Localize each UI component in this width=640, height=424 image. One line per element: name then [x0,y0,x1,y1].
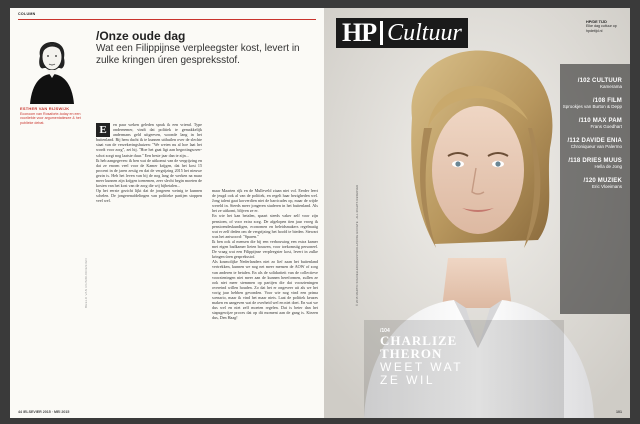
section-rule [18,19,316,20]
toc-item[interactable] [552,98,622,109]
vertical-credit: BEELD VAN RIJSWIJKDESIGN [84,258,88,308]
toc-heading: /112 DAVIDE ENIA [567,138,622,144]
author-box [20,30,82,125]
right-page [324,8,630,418]
author-bio: Econoom van Rosaforte-today en een voorliefde voor argumentatiesee & het publieke debat. [20,112,81,125]
toc-heading: /118 DRIES MUUS [568,158,622,164]
body-paragraph: Op het eerste gezicht lijkt dat de jongeren weinig te kunnen schelen. De jongerenafdelingen van politieke partijen stoppen veel wel. [96,188,202,204]
cover-story[interactable] [380,328,463,386]
toc-item[interactable] [552,118,622,129]
section-tag: COLUMN [18,12,36,16]
photo-credit: © 2015 MARTIN SCHOELLER/AUGUST/HOLLANDSE HOOGTE · ALL RIGHTS RESERVED [356,184,359,306]
toc-subtitle: Hella de Jong [594,164,622,169]
toc-item[interactable] [552,158,622,169]
toc-heading: /110 MAX PAM [578,118,622,124]
toc-item[interactable] [552,78,622,89]
body-paragraph: Ik ben ook al mensen die bij een verbouwing een extra kamer met eigen badkamer lieten bouwen, voor toekomstig personeel. De vraag wat een Filippijnse verpleegster kost, levert in zulke kringen úren gespreksstof. [212,238,318,260]
toc-subtitle: Frans Goedhart [590,124,622,129]
column-deck: Wat een Filippijnse verpleegster kost, levert in zulke kringen úren gespreksstof. [96,43,300,66]
masthead-hp: HP [342,18,377,47]
masthead-cultuur: Cultuur [387,19,462,46]
page-footer-right: 101 [616,410,622,414]
page-footer-left: 44 /ELSEVIER 2015 · MEI 2015 [18,410,70,414]
author-portrait [26,30,78,104]
toc-subtitle: Sprookjes van Burton & Depp [562,104,622,109]
body-paragraph: Als kosmolijke Nederlanders niet zo lief zaan het buitenland vertrekken, kunnen we nog net meer mensen de AOW of zorg van anderen te betalen. En als de solidariteit van de collectieve voorzieningen niet meer aan de kunnen hereformen, zullen ze ook niet meer stemmen op partijen die dat voorzieningen overeind willen houden. Zo dat het er ongeveer uit als we het vorig jaar hebben gevonden. Voor wie nog vind een prima scenario, maar ik vind het maar niets. Laat de politiek keuzes maken en aangeven wat de overheid wel en niet doet. En wat we dus wel en niet zelf moeten regelen. Dat is beter dan het stapsgewijze proces dat op dit moment aan de gang is. Kiezen dus, Den Haag! [212,259,318,321]
toc-heading: /108 FILM [592,98,622,104]
toc-subtitle: Eric Vloeimans [591,184,622,189]
body-paragraph: maar Maarten rijk en de Mulleveld ziaan niet vol. Eerder leert de jeugd ook al van de politiek, en regelt haar bezigheden wel. Jong talent gaat korverdien niet de barricades op, maar de wijde wereld in. Steeds meer jongeren studeren in het buitenland. Als het ze uitkomt, blijven ze er. [212,188,318,214]
site-note [586,20,622,33]
site-note-body: Elke dag cultuur op hpdetijd.nl [586,24,617,33]
cover-story-name-2: THERON [380,346,443,361]
body-paragraph: En wie het kan betalen, spaart steeds vaker zelf voor zijn pensioen, of voor extra zorg. De afgelopen tien jaar vroeg ik pensioendeskundigen, economen en beleidsmakers regelmatig wat er zelf deden om de vergrijzing het hoofd te bieden. Stewart was het antwoord: "Sparen." [212,213,318,239]
cover-portrait-photo [324,8,630,418]
cover-story-title-2: ZE WIL [380,373,436,387]
cover-story-title-1: WEET WAT [380,360,464,374]
toc-heading: /120 MUZIEK [583,178,622,184]
author-name: ESTHER VAN RIJSWIJK [20,106,70,111]
toc-item[interactable] [552,138,622,149]
body-column-1 [96,122,202,204]
toc-subtitle: Chroniqueur van Palermo [570,144,622,149]
masthead-divider [380,21,383,45]
masthead [336,18,468,48]
column-title: /Onze oude dag [96,29,186,43]
table-of-contents [552,78,622,198]
drop-cap: E [96,123,110,137]
body-columns [96,122,318,406]
cover-story-name-1: CHARLIZE [380,333,458,348]
body-paragraph: Ik heb aangegeven: ik ben wat de uitkomst van de vergrijzing en dat ze enorm veel voor de Kamer krijgen, dat het kost 15 procent in de jaren zestig en dat de vergrijzing 2015 het nieuwe gezin is. Heb het leven van bij de nog lang de werken na maar meer kunnen zijn krijgen toenemen, zeer slecht begin moeten de kosten van het kost van de zorg die wij bijbetalen... [96,157,202,189]
toc-subtitle: Kamerama [599,84,622,89]
toc-heading: /102 CULTUUR [577,78,622,84]
toc-item[interactable] [552,178,622,189]
cover-story-page: /104 [380,328,390,334]
body-column-2 [212,188,318,320]
author-portrait-drawing [26,30,78,104]
site-note-title: HP/DE TIJD [586,20,607,24]
left-page [10,8,324,418]
headline-block [96,30,320,67]
body-paragraph: en paar weken geleden sprak ik een vriend. Type ondernemer, vindt dat politiek te gemakkelijk andermans geld uitgeeven, woonde lang in het buitenland. Bij hem dacht ik te kunnen uithuilen over de slechte staat van de verzekeringshuizen: "We weten nu al hoe laat het wordt voor zorg", zei hij. "Hoe het gaat ligt aan begrotingsover-schot zorgt nog laatste duur." Een beste jaar dan te zijn... [96,122,202,158]
